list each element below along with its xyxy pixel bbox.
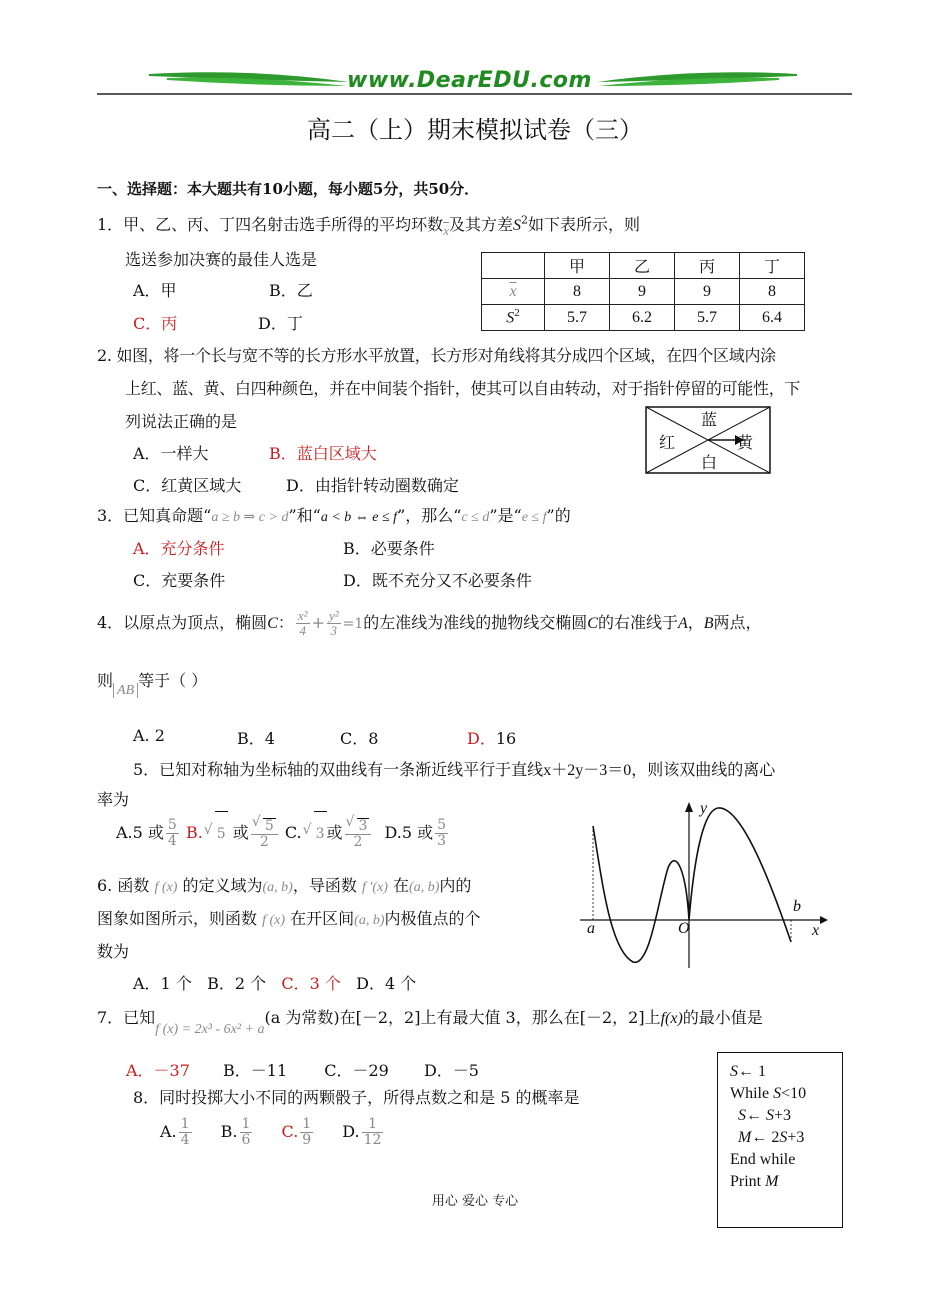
q4-stem: 4．以原点为顶点，椭圆C： $\frac{\text{x²}}{4}$ + $\frac{\text{y²}}{3}$ =1的左准线为准线的抛物线交椭圆C的右准线于A，B两点， <box>97 608 762 638</box>
code-line: Print M <box>730 1173 779 1190</box>
q5-stem: 5．已知对称轴为坐标轴的双曲线有一条渐近线平行于直线x＋2y－3＝0，则该双曲线的离心 <box>133 760 776 779</box>
q2-spinner-figure <box>645 406 771 474</box>
q4-option-d[interactable]: D．16 <box>467 729 517 748</box>
region-label-left: 红 <box>659 433 676 452</box>
q2-stem-line3: 列说法正确的是 <box>125 412 238 431</box>
graph-label-a: a <box>587 920 595 937</box>
q3-option-a[interactable]: A．充分条件 <box>133 539 225 558</box>
q6-stem-line2: 图象如图所示，则函数 f (x) 在开区间(a, b)内极值点的个 <box>97 909 481 928</box>
q3-stem: 3．已知真命题“a ≥ b ⇒ c > d”和“a < b ⇔ e ≤ f”，那么“c ≤ d”是“e ≤ f”的 <box>97 506 571 525</box>
q7-options <box>126 1058 479 1081</box>
code-line: S← 1 <box>730 1063 766 1080</box>
q7-stem: 7．已知f (x) = 2x³ - 6x² + a(a 为常数)在[－2，2]上有最大值 3，那么在[－2，2]上f(x)的最小值是 <box>97 1008 763 1037</box>
table-cell: 6.4 <box>740 305 805 331</box>
table-header-cell: 乙 <box>610 253 675 279</box>
code-line: End while <box>730 1151 796 1168</box>
q1-option-c[interactable]: C．丙 <box>133 314 178 333</box>
graph-label-origin: O <box>678 920 690 937</box>
q5-option-a[interactable]: A.5 或 $\frac{5}{4}$ <box>116 817 177 849</box>
table-cell: 5.7 <box>545 305 610 331</box>
q5-option-b[interactable]: B. √ 5 或 √ $\frac{5}{2}$ <box>186 823 280 842</box>
q7-option-c[interactable]: C．－29 <box>324 1061 389 1080</box>
page-title: 高二（上）期末模拟试卷（三） <box>307 116 643 144</box>
q7-option-a[interactable]: A．－37 <box>126 1061 190 1080</box>
q8-option-a[interactable]: A. $\frac{1}{4}$ <box>160 1116 190 1148</box>
graph-label-b: b <box>793 898 801 915</box>
q3-option-d[interactable]: D．既不充分又不必要条件 <box>343 571 532 590</box>
q3-option-c[interactable]: C．充要条件 <box>133 571 226 590</box>
code-line: M← 2S+3 <box>738 1129 805 1146</box>
q1-option-a[interactable]: A．甲 <box>133 281 177 300</box>
q6-option-b[interactable]: B．2 个 <box>207 974 267 993</box>
table-header-cell: 丙 <box>675 253 740 279</box>
q1-stem-line2: 选送参加决赛的最佳人选是 <box>125 250 318 269</box>
region-label-top: 蓝 <box>701 410 718 429</box>
q1-option-b[interactable]: B．乙 <box>269 281 313 300</box>
q4-option-b[interactable]: B．4 <box>237 729 275 748</box>
q2-option-a[interactable]: A．一样大 <box>133 444 209 463</box>
q8-options <box>160 1110 385 1154</box>
q4-option-a[interactable]: A. 2 <box>133 726 165 745</box>
q5-options <box>116 811 450 856</box>
q8-option-d[interactable]: D. $\frac{1}{12}$ <box>342 1116 382 1148</box>
site-name: www.DearEDU.com <box>347 68 592 93</box>
q4-stem-line2: 则AB等于（ ） <box>97 671 208 698</box>
table-cell: 9 <box>675 279 740 305</box>
q8-option-c[interactable]: C. $\frac{1}{9}$ <box>281 1116 312 1148</box>
q6-options <box>133 971 416 994</box>
q7-option-b[interactable]: B．－11 <box>223 1061 288 1080</box>
q3-option-b[interactable]: B．必要条件 <box>343 539 435 558</box>
table-cell: 6.2 <box>610 305 675 331</box>
q5-option-c[interactable]: C. √ 3 或 √ $\frac{3}{2}$ <box>285 823 374 842</box>
graph-label-y: y <box>700 800 708 817</box>
q5-stem-line2: 率为 <box>97 790 130 809</box>
code-line: While S<10 <box>730 1085 807 1102</box>
q5-option-d[interactable]: D.5 或 $\frac{5}{3}$ <box>384 817 447 849</box>
q6-option-a[interactable]: A．1 个 <box>133 974 192 993</box>
q8-stem: 8．同时投掷大小不同的两颗骰子，所得点数之和是 5 的概率是 <box>133 1088 580 1107</box>
q2-option-d[interactable]: D．由指针转动圈数确定 <box>286 476 459 495</box>
table-corner-cell <box>482 253 545 279</box>
table-cell: 9 <box>610 279 675 305</box>
table-header-cell: 甲 <box>545 253 610 279</box>
region-label-right: 黄 <box>737 433 754 452</box>
table-cell: 8 <box>545 279 610 305</box>
q6-stem-line3: 数为 <box>97 942 130 961</box>
q1-stem: 1．甲、乙、丙、丁四名射击选手所得的平均环数$_{\overline{x}}$及其方差$S^2$如下表所示，则 <box>97 213 640 238</box>
code-line: S← S+3 <box>738 1107 792 1124</box>
table-cell: 8 <box>740 279 805 305</box>
graph-label-x: x <box>812 922 820 939</box>
table-cell: 5.7 <box>675 305 740 331</box>
page-footer: 用心 爱心 专心 <box>431 1194 519 1209</box>
q6-option-c[interactable]: C．3 个 <box>281 974 341 993</box>
table-header-cell: 丁 <box>740 253 805 279</box>
q6-stem-line1: 6. 函数 f (x) 的定义域为(a, b)，导函数 f ′(x) 在(a, b)内的 <box>97 876 472 895</box>
q2-option-c[interactable]: C．红黄区域大 <box>133 476 242 495</box>
region-label-bottom: 白 <box>701 453 718 472</box>
section-heading: 一、选择题：本大题共有10小题，每小题5分，共50分． <box>97 180 480 198</box>
header-banner <box>97 66 852 98</box>
q4-option-c[interactable]: C．8 <box>340 729 379 748</box>
q8-option-b[interactable]: B. $\frac{1}{6}$ <box>220 1116 251 1148</box>
q7-option-d[interactable]: D．－5 <box>423 1061 479 1080</box>
q1-stats-table <box>481 252 805 331</box>
q2-stem-line1: 2. 如图，将一个长与宽不等的长方形水平放置，长方形对角线将其分成四个区域，在四个区域内涂 <box>97 346 776 365</box>
q2-stem-line2: 上红、蓝、黄、白四种颜色，并在中间装个指针，使其可以自由转动，对于指针停留的可能性，下 <box>125 379 801 398</box>
table-row-label: $\overline{x}$ <box>482 279 545 305</box>
q1-option-d[interactable]: D．丁 <box>258 314 303 333</box>
q2-option-b[interactable]: B．蓝白区域大 <box>269 444 377 463</box>
q6-option-d[interactable]: D．4 个 <box>356 974 417 993</box>
q6-derivative-graph <box>578 800 828 972</box>
table-row-label: $S^2$ <box>482 305 545 331</box>
